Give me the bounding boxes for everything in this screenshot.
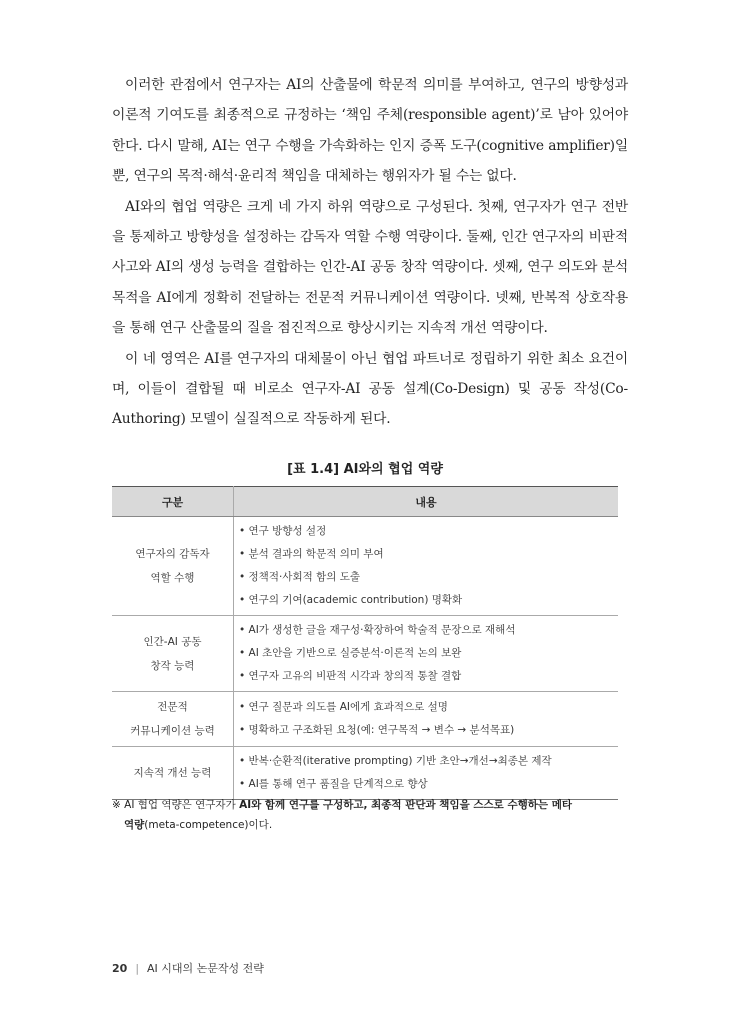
bullet-item: • 반복·순환적(iterative prompting) 기반 초안→개선→최종본 제작: [239, 750, 618, 773]
table-row: [112, 616, 618, 692]
header-category: 구분: [112, 487, 234, 517]
bullet-item: • 연구자 고유의 비판적 시각과 창의적 통찰 결합: [239, 665, 618, 688]
category-label: 지속적 개선 능력: [133, 767, 212, 779]
note-prefix: ※ AI 협업 역량은 연구자가: [112, 799, 240, 811]
content-cell: [234, 517, 619, 616]
category-label: 연구자의 감독자: [135, 548, 210, 560]
category-cell: [112, 517, 234, 616]
category-label: 인간-AI 공동: [143, 635, 202, 648]
table-header-row: [112, 487, 618, 517]
bullet-item: • 정책적·사회적 함의 도출: [239, 566, 618, 589]
bullet-item: • 명확하고 구조화된 요청(예: 연구목적 → 변수 → 분석목표): [239, 719, 618, 742]
bullet-item: • 분석 결과의 학문적 의미 부여: [239, 543, 618, 566]
table-row: [112, 747, 618, 800]
note-emphasis-cont: 역량: [124, 819, 145, 831]
category-label: 커뮤니케이션 능력: [130, 725, 215, 737]
paragraph-1: 이러한 관점에서 연구자는 AI의 산출물에 학문적 의미를 부여하고, 연구의 방향성과 이론적 기여도를 최종적으로 규정하는 ‘책임 주체(responsible agent)’로 남아 있어야 한다. 다시 말해, AI는 연구 수행을 가속화하는 인지 증폭 도구(cognitive amplifier)일 뿐, 연구의 목적·해석·윤리적 책임을 대체하는 행위자가 될 수는 없다.: [112, 77, 628, 185]
bullet-item: • AI 초안을 기반으로 실증분석·이론적 논의 보완: [239, 642, 618, 665]
body-text: [112, 70, 628, 435]
content-cell: [234, 616, 619, 692]
category-cell: [112, 747, 234, 800]
category-label: 역할 수행: [150, 572, 195, 584]
category-cell: [112, 692, 234, 747]
table-note: [112, 795, 622, 835]
table-row: [112, 692, 618, 747]
category-label: 창작 능력: [150, 659, 195, 672]
category-cell: [112, 616, 234, 692]
bullet-item: • 연구의 기여(academic contribution) 명확화: [239, 589, 618, 612]
bullet-item: • AI를 통해 연구 품질을 단계적으로 향상: [239, 773, 618, 796]
paragraph-3: 이 네 영역은 AI를 연구자의 대체물이 아닌 협업 파트너로 정립하기 위한 최소 요건이며, 이들이 결합될 때 비로소 연구자-AI 공동 설계(Co-Design) 및 공동 작성(Co-Authoring) 모델이 실질적으로 작동하게 된다.: [112, 350, 628, 428]
footer-separator: |: [135, 962, 140, 975]
note-emphasis: AI와 함께 연구를 구성하고, 최종적 판단과 책임을 스스로 수행하는 메타: [239, 799, 572, 811]
bullet-item: • 연구 질문과 의도를 AI에게 효과적으로 설명: [239, 696, 618, 719]
note-suffix: (meta-competence)이다.: [144, 819, 273, 831]
table-row: [112, 517, 618, 616]
table-title: [표 1.4] AI와의 협업 역량: [287, 462, 443, 477]
competency-table: [112, 486, 618, 800]
header-content: 내용: [234, 487, 619, 517]
paragraph-2: AI와의 협업 역량은 크게 네 가지 하위 역량으로 구성된다. 첫째, 연구자가 연구 전반을 통제하고 방향성을 설정하는 감독자 역할 수행 역량이다. 둘째, 인간 연구자의 비판적 사고와 AI의 생성 능력을 결합하는 인간-AI 공동 창작 역량이다. 셋째, 연구 의도와 분석 목적을 AI에게 정확히 전달하는 전문적 커뮤니케이션 역량이다. 넷째, 반복적 상호작용을 통해 연구 산출물의 질을 점진적으로 향상시키는 지속적 개선 역량이다.: [112, 198, 628, 337]
page-footer: [112, 960, 264, 976]
content-cell: [234, 692, 619, 747]
bullet-item: • AI가 생성한 글을 재구성·확장하여 학술적 문장으로 재해석: [239, 619, 618, 642]
page-number: 20: [112, 962, 128, 975]
category-label: 전문적: [157, 701, 188, 713]
book-title: AI 시대의 논문작성 전략: [147, 962, 264, 975]
bullet-item: • 연구 방향성 설정: [239, 520, 618, 543]
content-cell: [234, 747, 619, 800]
